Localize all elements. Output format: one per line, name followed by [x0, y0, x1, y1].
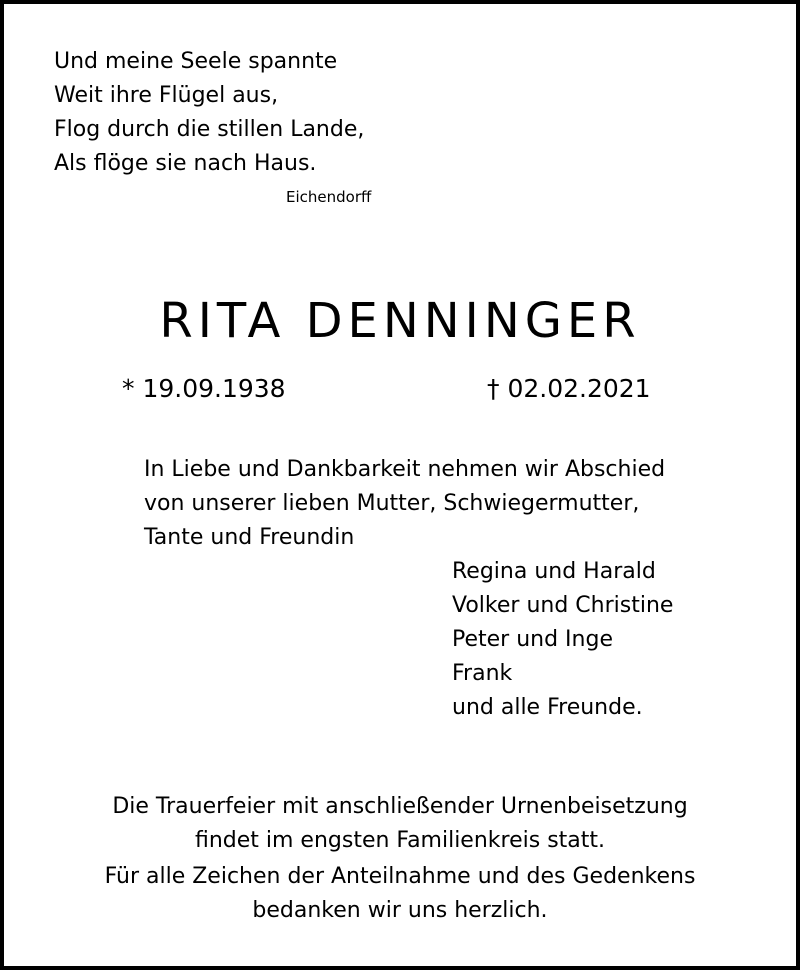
mourner-name: Volker und Christine [452, 593, 674, 618]
mourner-name: Peter und Inge [452, 627, 613, 652]
birth-date: * 19.09.1938 [122, 374, 286, 403]
poem-author: Eichendorff [286, 188, 372, 206]
mourner-name: Frank [452, 661, 513, 686]
farewell-line: In Liebe und Dankbarkeit nehmen wir Abschied [144, 457, 666, 482]
ceremony-notice-line: Für alle Zeichen der Anteilnahme und des Gedenkens [104, 864, 696, 889]
poem-line: Als flöge sie nach Haus. [54, 151, 317, 176]
farewell-line: Tante und Freundin [144, 525, 355, 550]
farewell-line: von unserer lieben Mutter, Schwiegermutter, [144, 491, 640, 516]
poem-line: Und meine Seele spannte [54, 49, 338, 74]
mourner-name: Regina und Harald [452, 559, 656, 584]
poem-line: Flog durch die stillen Lande, [54, 117, 365, 142]
deceased-name: RITA DENNINGER [159, 293, 641, 349]
ceremony-notice-line: findet im engsten Familienkreis statt. [194, 828, 606, 853]
death-date: † 02.02.2021 [487, 374, 651, 403]
ceremony-notice-line: bedanken wir uns herzlich. [252, 898, 548, 923]
poem-line: Weit ihre Flügel aus, [54, 83, 279, 108]
mourner-name: und alle Freunde. [452, 695, 643, 720]
ceremony-notice-line: Die Trauerfeier mit anschließender Urnenbeisetzung [112, 794, 688, 819]
